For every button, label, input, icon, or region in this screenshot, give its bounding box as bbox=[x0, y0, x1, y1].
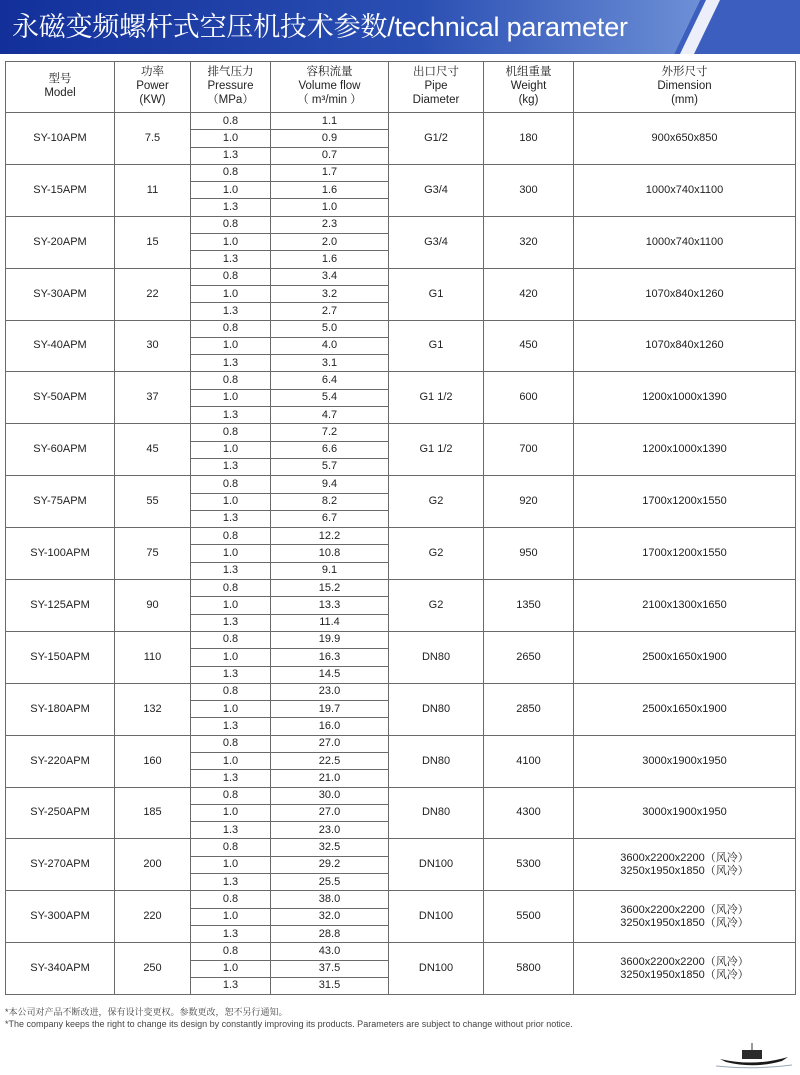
flow-cell: 22.5 bbox=[271, 752, 389, 769]
flow-cell: 7.2 bbox=[271, 424, 389, 441]
pressure-cell: 0.8 bbox=[191, 528, 271, 545]
pressure-cell: 1.3 bbox=[191, 251, 271, 268]
table-row bbox=[6, 268, 796, 285]
flow-cell: 9.1 bbox=[271, 562, 389, 579]
model-cell: SY-250APM bbox=[6, 787, 115, 839]
flow-cell: 3.2 bbox=[271, 285, 389, 302]
dimension-line: 1700x1200x1550 bbox=[642, 546, 727, 559]
dimension-cell bbox=[574, 735, 796, 787]
power-cell: 132 bbox=[115, 683, 191, 735]
pressure-cell: 1.0 bbox=[191, 597, 271, 614]
column-header-en: Dimension bbox=[657, 80, 712, 93]
column-header-en: Weight bbox=[510, 80, 547, 93]
table-row bbox=[6, 528, 796, 545]
dimension-cell bbox=[574, 113, 796, 165]
power-cell: 110 bbox=[115, 631, 191, 683]
dimension-line: 1200x1000x1390 bbox=[642, 391, 727, 404]
pressure-cell: 1.0 bbox=[191, 285, 271, 302]
dimension-cell bbox=[574, 580, 796, 632]
weight-cell: 5800 bbox=[484, 943, 574, 995]
table-row bbox=[6, 320, 796, 337]
power-cell: 220 bbox=[115, 891, 191, 943]
column-header-zh: 机组重量 bbox=[505, 66, 552, 79]
flow-cell: 1.7 bbox=[271, 164, 389, 181]
header-row bbox=[6, 62, 796, 113]
table-row bbox=[6, 372, 796, 389]
pipe-cell: G1 bbox=[389, 320, 484, 372]
column-header-unit: （ m³/min ） bbox=[297, 93, 362, 106]
model-cell: SY-75APM bbox=[6, 476, 115, 528]
model-cell: SY-40APM bbox=[6, 320, 115, 372]
flow-cell: 31.5 bbox=[271, 977, 389, 994]
pressure-cell: 1.3 bbox=[191, 925, 271, 942]
pressure-cell: 1.0 bbox=[191, 908, 271, 925]
pipe-cell: DN100 bbox=[389, 943, 484, 995]
pipe-cell: DN80 bbox=[389, 735, 484, 787]
dimension-line: 3600x2200x2200（风冷） bbox=[620, 851, 749, 864]
pressure-cell: 1.0 bbox=[191, 130, 271, 147]
model-cell: SY-30APM bbox=[6, 268, 115, 320]
pressure-cell: 1.0 bbox=[191, 493, 271, 510]
parameter-table bbox=[5, 61, 796, 995]
pressure-cell: 1.3 bbox=[191, 303, 271, 320]
table-row bbox=[6, 476, 796, 493]
flow-cell: 1.1 bbox=[271, 113, 389, 130]
page-title: 永磁变频螺杆式空压机技术参数/technical parameter bbox=[12, 12, 628, 42]
dimension-cell bbox=[574, 372, 796, 424]
pipe-cell: G2 bbox=[389, 476, 484, 528]
table-row bbox=[6, 164, 796, 181]
power-cell: 200 bbox=[115, 839, 191, 891]
column-header-zh: 出口尺寸 bbox=[413, 66, 459, 79]
flow-cell: 8.2 bbox=[271, 493, 389, 510]
column-header-unit: （MPa） bbox=[207, 93, 254, 106]
column-header-unit: Diameter bbox=[412, 93, 460, 106]
flow-cell: 25.5 bbox=[271, 874, 389, 891]
power-cell: 250 bbox=[115, 943, 191, 995]
table-row bbox=[6, 943, 796, 960]
flow-cell: 16.0 bbox=[271, 718, 389, 735]
flow-cell: 43.0 bbox=[271, 943, 389, 960]
model-cell: SY-150APM bbox=[6, 631, 115, 683]
pipe-cell: G2 bbox=[389, 528, 484, 580]
power-cell: 160 bbox=[115, 735, 191, 787]
dimension-cell bbox=[574, 943, 796, 995]
power-cell: 75 bbox=[115, 528, 191, 580]
pressure-cell: 0.8 bbox=[191, 216, 271, 233]
table-row bbox=[6, 580, 796, 597]
dimension-line: 3600x2200x2200（风冷） bbox=[620, 903, 749, 916]
flow-cell: 14.5 bbox=[271, 666, 389, 683]
pipe-cell: G2 bbox=[389, 580, 484, 632]
pressure-cell: 0.8 bbox=[191, 631, 271, 648]
pressure-cell: 0.8 bbox=[191, 683, 271, 700]
dimension-cell bbox=[574, 528, 796, 580]
flow-cell: 12.2 bbox=[271, 528, 389, 545]
pressure-cell: 1.3 bbox=[191, 562, 271, 579]
table-header bbox=[6, 62, 796, 113]
weight-cell: 5300 bbox=[484, 839, 574, 891]
pressure-cell: 1.3 bbox=[191, 407, 271, 424]
dimension-line: 1200x1000x1390 bbox=[642, 443, 727, 456]
dimension-cell bbox=[574, 164, 796, 216]
flow-cell: 1.0 bbox=[271, 199, 389, 216]
weight-cell: 180 bbox=[484, 113, 574, 165]
pressure-cell: 0.8 bbox=[191, 113, 271, 130]
model-cell: SY-300APM bbox=[6, 891, 115, 943]
flow-cell: 5.4 bbox=[271, 389, 389, 406]
model-cell: SY-10APM bbox=[6, 113, 115, 165]
flow-cell: 6.4 bbox=[271, 372, 389, 389]
flow-cell: 2.3 bbox=[271, 216, 389, 233]
model-cell: SY-220APM bbox=[6, 735, 115, 787]
column-header-1 bbox=[115, 62, 191, 113]
pressure-cell: 0.8 bbox=[191, 943, 271, 960]
weight-cell: 4100 bbox=[484, 735, 574, 787]
table-row bbox=[6, 216, 796, 233]
power-cell: 15 bbox=[115, 216, 191, 268]
table-row bbox=[6, 735, 796, 752]
flow-cell: 2.0 bbox=[271, 234, 389, 251]
model-cell: SY-270APM bbox=[6, 839, 115, 891]
dimension-line: 3000x1900x1950 bbox=[642, 806, 727, 819]
flow-cell: 27.0 bbox=[271, 735, 389, 752]
flow-cell: 0.9 bbox=[271, 130, 389, 147]
model-cell: SY-180APM bbox=[6, 683, 115, 735]
flow-cell: 15.2 bbox=[271, 580, 389, 597]
pipe-cell: G3/4 bbox=[389, 216, 484, 268]
model-cell: SY-100APM bbox=[6, 528, 115, 580]
column-header-zh: 容积流量 bbox=[306, 66, 353, 79]
power-cell: 37 bbox=[115, 372, 191, 424]
pressure-cell: 1.0 bbox=[191, 182, 271, 199]
column-header-6 bbox=[574, 62, 796, 113]
power-cell: 90 bbox=[115, 580, 191, 632]
pressure-cell: 1.3 bbox=[191, 977, 271, 994]
power-cell: 11 bbox=[115, 164, 191, 216]
column-header-2 bbox=[191, 62, 271, 113]
model-cell: SY-15APM bbox=[6, 164, 115, 216]
weight-cell: 700 bbox=[484, 424, 574, 476]
dimension-line: 900x650x850 bbox=[651, 131, 718, 144]
pressure-cell: 1.0 bbox=[191, 337, 271, 354]
dimension-line: 2500x1650x1900 bbox=[642, 702, 727, 715]
column-header-en: Model bbox=[44, 87, 76, 99]
pressure-cell: 0.8 bbox=[191, 735, 271, 752]
dimension-line: 1000x740x1100 bbox=[645, 235, 724, 248]
pipe-cell: G1/2 bbox=[389, 113, 484, 165]
dimension-line: 1000x740x1100 bbox=[645, 183, 724, 196]
pressure-cell: 1.3 bbox=[191, 510, 271, 527]
flow-cell: 27.0 bbox=[271, 804, 389, 821]
pressure-cell: 1.3 bbox=[191, 199, 271, 216]
dimension-cell bbox=[574, 268, 796, 320]
column-header-en: Volume flow bbox=[298, 80, 361, 93]
dimension-cell bbox=[574, 216, 796, 268]
column-header-zh: 功率 bbox=[141, 66, 164, 79]
weight-cell: 1350 bbox=[484, 580, 574, 632]
table-row bbox=[6, 683, 796, 700]
flow-cell: 10.8 bbox=[271, 545, 389, 562]
flow-cell: 38.0 bbox=[271, 891, 389, 908]
pressure-cell: 1.3 bbox=[191, 355, 271, 372]
weight-cell: 950 bbox=[484, 528, 574, 580]
column-header-en: Pipe bbox=[424, 80, 448, 93]
footer-note-zh: *本公司对产品不断改进，保有设计变更权。参数更改，恕不另行通知。 bbox=[5, 1007, 288, 1017]
dimension-line: 1700x1200x1550 bbox=[642, 495, 727, 508]
dimension-cell bbox=[574, 787, 796, 839]
flow-cell: 3.1 bbox=[271, 355, 389, 372]
flow-cell: 37.5 bbox=[271, 960, 389, 977]
pipe-cell: G1 1/2 bbox=[389, 424, 484, 476]
weight-cell: 300 bbox=[484, 164, 574, 216]
dimension-cell bbox=[574, 476, 796, 528]
table-row bbox=[6, 631, 796, 648]
pressure-cell: 0.8 bbox=[191, 164, 271, 181]
pressure-cell: 1.3 bbox=[191, 770, 271, 787]
dimension-cell bbox=[574, 891, 796, 943]
parameter-table-container bbox=[5, 61, 795, 995]
flow-cell: 19.7 bbox=[271, 701, 389, 718]
pressure-cell: 0.8 bbox=[191, 891, 271, 908]
power-cell: 55 bbox=[115, 476, 191, 528]
weight-cell: 600 bbox=[484, 372, 574, 424]
flow-cell: 4.7 bbox=[271, 407, 389, 424]
flow-cell: 2.7 bbox=[271, 303, 389, 320]
pressure-cell: 0.8 bbox=[191, 787, 271, 804]
power-cell: 7.5 bbox=[115, 113, 191, 165]
model-cell: SY-20APM bbox=[6, 216, 115, 268]
pressure-cell: 1.3 bbox=[191, 874, 271, 891]
flow-cell: 1.6 bbox=[271, 182, 389, 199]
flow-cell: 16.3 bbox=[271, 649, 389, 666]
dimension-line: 2100x1300x1650 bbox=[642, 598, 727, 611]
flow-cell: 23.0 bbox=[271, 683, 389, 700]
table-row bbox=[6, 787, 796, 804]
title-banner bbox=[0, 0, 800, 54]
table-row bbox=[6, 839, 796, 856]
flow-cell: 1.6 bbox=[271, 251, 389, 268]
dimension-line: 3250x1950x1850（风冷） bbox=[620, 916, 749, 929]
flow-cell: 21.0 bbox=[271, 770, 389, 787]
pipe-cell: DN80 bbox=[389, 631, 484, 683]
pressure-cell: 1.3 bbox=[191, 147, 271, 164]
model-cell: SY-50APM bbox=[6, 372, 115, 424]
dimension-line: 3000x1900x1950 bbox=[642, 754, 727, 767]
power-cell: 185 bbox=[115, 787, 191, 839]
table-body bbox=[6, 113, 796, 995]
pressure-cell: 1.3 bbox=[191, 666, 271, 683]
flow-cell: 19.9 bbox=[271, 631, 389, 648]
pipe-cell: G1 bbox=[389, 268, 484, 320]
pressure-cell: 0.8 bbox=[191, 320, 271, 337]
model-cell: SY-60APM bbox=[6, 424, 115, 476]
flow-cell: 4.0 bbox=[271, 337, 389, 354]
pressure-cell: 0.8 bbox=[191, 424, 271, 441]
pipe-cell: DN80 bbox=[389, 683, 484, 735]
pressure-cell: 1.0 bbox=[191, 856, 271, 873]
pipe-cell: DN80 bbox=[389, 787, 484, 839]
table-row bbox=[6, 891, 796, 908]
footer-note-en: *The company keeps the right to change its design by constantly improving its products. Parameters are subject to change without prior notice. bbox=[5, 1019, 573, 1029]
model-cell: SY-125APM bbox=[6, 580, 115, 632]
dimension-line: 3250x1950x1850（风冷） bbox=[620, 968, 749, 981]
flow-cell: 9.4 bbox=[271, 476, 389, 493]
flow-cell: 32.0 bbox=[271, 908, 389, 925]
table-row bbox=[6, 113, 796, 130]
column-header-zh: 外形尺寸 bbox=[661, 66, 708, 79]
flow-cell: 11.4 bbox=[271, 614, 389, 631]
pressure-cell: 1.0 bbox=[191, 389, 271, 406]
dimension-cell bbox=[574, 424, 796, 476]
flow-cell: 6.6 bbox=[271, 441, 389, 458]
pressure-cell: 1.3 bbox=[191, 458, 271, 475]
column-header-5 bbox=[484, 62, 574, 113]
weight-cell: 4300 bbox=[484, 787, 574, 839]
flow-cell: 5.7 bbox=[271, 458, 389, 475]
pressure-cell: 0.8 bbox=[191, 476, 271, 493]
pressure-cell: 1.0 bbox=[191, 804, 271, 821]
weight-cell: 920 bbox=[484, 476, 574, 528]
pressure-cell: 1.0 bbox=[191, 441, 271, 458]
dimension-line: 3600x2200x2200（风冷） bbox=[620, 955, 749, 968]
pipe-cell: G3/4 bbox=[389, 164, 484, 216]
pressure-cell: 0.8 bbox=[191, 268, 271, 285]
column-header-en: Power bbox=[136, 80, 169, 93]
dimension-line: 1070x840x1260 bbox=[645, 339, 724, 352]
flow-cell: 23.0 bbox=[271, 822, 389, 839]
flow-cell: 29.2 bbox=[271, 856, 389, 873]
pressure-cell: 1.3 bbox=[191, 718, 271, 735]
model-cell: SY-340APM bbox=[6, 943, 115, 995]
flow-cell: 3.4 bbox=[271, 268, 389, 285]
pipe-cell: G1 1/2 bbox=[389, 372, 484, 424]
weight-cell: 420 bbox=[484, 268, 574, 320]
dimension-cell bbox=[574, 839, 796, 891]
pressure-cell: 1.0 bbox=[191, 234, 271, 251]
column-header-unit: (kg) bbox=[518, 93, 539, 106]
pressure-cell: 1.0 bbox=[191, 649, 271, 666]
weight-cell: 320 bbox=[484, 216, 574, 268]
power-cell: 45 bbox=[115, 424, 191, 476]
weight-cell: 450 bbox=[484, 320, 574, 372]
weight-cell: 2650 bbox=[484, 631, 574, 683]
pressure-cell: 0.8 bbox=[191, 372, 271, 389]
weight-cell: 5500 bbox=[484, 891, 574, 943]
flow-cell: 6.7 bbox=[271, 510, 389, 527]
pipe-cell: DN100 bbox=[389, 891, 484, 943]
pressure-cell: 1.3 bbox=[191, 614, 271, 631]
column-header-unit: (KW) bbox=[139, 93, 166, 106]
column-header-3 bbox=[271, 62, 389, 113]
footer-notes bbox=[5, 1006, 795, 1030]
dimension-line: 3250x1950x1850（风冷） bbox=[620, 864, 749, 877]
pressure-cell: 1.0 bbox=[191, 960, 271, 977]
flow-cell: 5.0 bbox=[271, 320, 389, 337]
flow-cell: 0.7 bbox=[271, 147, 389, 164]
dimension-line: 2500x1650x1900 bbox=[642, 650, 727, 663]
column-header-zh: 型号 bbox=[48, 73, 72, 86]
boat-logo-icon bbox=[716, 1041, 792, 1069]
column-header-0 bbox=[6, 62, 115, 113]
pipe-cell: DN100 bbox=[389, 839, 484, 891]
flow-cell: 30.0 bbox=[271, 787, 389, 804]
column-header-unit: (mm) bbox=[671, 93, 698, 106]
flow-cell: 13.3 bbox=[271, 597, 389, 614]
column-header-en: Pressure bbox=[207, 80, 254, 93]
pressure-cell: 1.0 bbox=[191, 701, 271, 718]
dimension-line: 1070x840x1260 bbox=[645, 287, 724, 300]
pressure-cell: 1.3 bbox=[191, 822, 271, 839]
flow-cell: 28.8 bbox=[271, 925, 389, 942]
pressure-cell: 0.8 bbox=[191, 839, 271, 856]
pressure-cell: 0.8 bbox=[191, 580, 271, 597]
pressure-cell: 1.0 bbox=[191, 545, 271, 562]
power-cell: 22 bbox=[115, 268, 191, 320]
dimension-cell bbox=[574, 631, 796, 683]
weight-cell: 2850 bbox=[484, 683, 574, 735]
power-cell: 30 bbox=[115, 320, 191, 372]
column-header-4 bbox=[389, 62, 484, 113]
flow-cell: 32.5 bbox=[271, 839, 389, 856]
table-row bbox=[6, 424, 796, 441]
dimension-cell bbox=[574, 320, 796, 372]
dimension-cell bbox=[574, 683, 796, 735]
pressure-cell: 1.0 bbox=[191, 752, 271, 769]
column-header-zh: 排气压力 bbox=[207, 66, 254, 79]
